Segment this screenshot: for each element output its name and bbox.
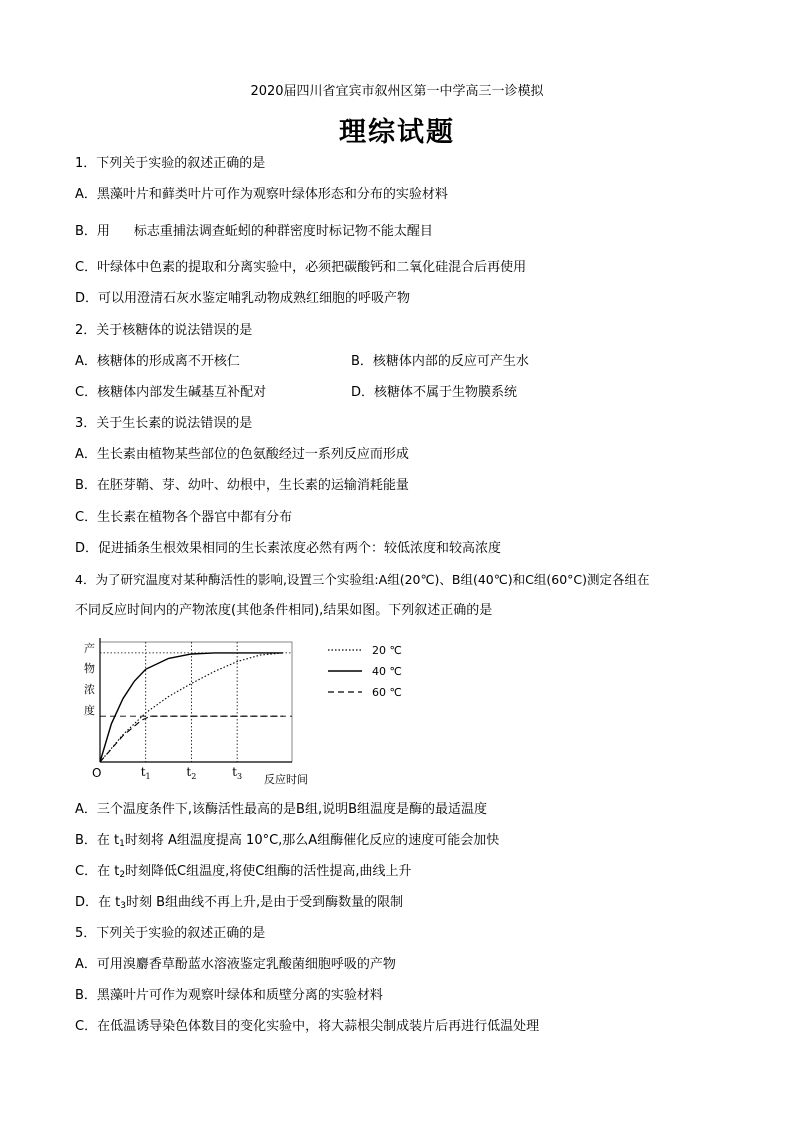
q4-option-d-pre: D．在 t — [75, 895, 121, 910]
q4-option-c — [75, 863, 411, 884]
q5-stem: 5．下列关于实验的叙述正确的是 — [75, 926, 266, 941]
q3-stem: 3．关于生长素的说法错误的是 — [75, 416, 253, 431]
series-line-1 — [100, 653, 283, 762]
q2-option-c: C．核糖体内部发生碱基互补配对 — [75, 385, 267, 400]
q4-option-d-sub: 3 — [120, 901, 126, 911]
q5-option-c: C．在低温诱导染色体数目的变化实验中，将大蒜根尖制成装片后再进行低温处理 — [75, 1019, 540, 1034]
tick-label-t3: $t_3$ — [232, 765, 243, 781]
tick-label-sub-t3: 3 — [236, 772, 243, 781]
q1-option-d: D．可以用澄清石灰水鉴定哺乳动物成熟红细胞的呼吸产物 — [75, 291, 411, 306]
q2-stem: 2．关于核糖体的说法错误的是 — [75, 323, 253, 338]
q4-option-b-post: 时刻将 A组温度提高 10°C,那么A组酶催化反应的速度可能会加快 — [124, 833, 500, 848]
q1-option-b-prefix: B．用 — [75, 224, 110, 239]
chart-plot-layer — [100, 638, 292, 781]
tick-label-sub-t1: 1 — [145, 772, 151, 781]
q4-option-c-post: 时刻降低C组温度,将使C组酶的活性提高,曲线上升 — [125, 864, 412, 879]
q1-option-c: C．叶绿体中色素的提取和分离实验中，必须把碳酸钙和二氧化硅混合后再使用 — [75, 260, 527, 275]
q5-option-b: B．黑藻叶片可作为观察叶绿体和质壁分离的实验材料 — [75, 988, 383, 1003]
q4-stem-line2: 不同反应时间内的产物浓度(其他条件相同),结果如图。下列叙述正确的是 — [75, 603, 493, 618]
x-axis-label: 反应时间 — [264, 773, 308, 786]
q4-option-c-pre: C．在 t — [75, 864, 120, 879]
q1-option-b-text: 标志重捕法调查蚯蚓的种群密度时标记物不能太醒目 — [133, 224, 433, 239]
origin-label: O — [92, 766, 102, 780]
q3-option-a: A．生长素由植物某些部位的色氨酸经过一系列反应而形成 — [75, 447, 409, 462]
q3-option-c: C．生长素在植物各个器官中都有分布 — [75, 510, 293, 525]
q4-option-a: A．三个温度条件下,该酶活性最高的是B组,说明B组温度是酶的最适温度 — [75, 802, 487, 817]
chart-legend — [328, 644, 402, 699]
legend-label-1: 20 ℃ — [372, 644, 402, 657]
product-concentration-chart — [80, 636, 420, 788]
series-line-2 — [100, 653, 283, 762]
tick-label-t2: $t_2$ — [186, 765, 197, 781]
q4-option-b-sub: 1 — [119, 839, 125, 849]
y-label-char-4: 度 — [84, 704, 95, 717]
page-title: 理综试题 — [339, 117, 455, 148]
q3-option-d: D．促进插条生根效果相同的生长素浓度必然有两个：较低浓度和较高浓度 — [75, 541, 502, 556]
q4-option-b — [75, 832, 499, 853]
y-label-char-3: 浓 — [84, 683, 95, 696]
q4-option-b-pre: B．在 t — [75, 833, 120, 848]
q1-option-b — [75, 223, 433, 241]
tick-label-sub-t2: 2 — [191, 772, 197, 781]
q1-option-a: A．黑藻叶片和藓类叶片可作为观察叶绿体形态和分布的实验材料 — [75, 187, 448, 202]
y-label-char-1: 产 — [84, 642, 95, 655]
q5-option-a: A．可用溴麝香草酚蓝水溶液鉴定乳酸菌细胞呼吸的产物 — [75, 957, 396, 972]
q3-option-b: B．在胚芽鞘、芽、幼叶、幼根中，生长素的运输消耗能量 — [75, 478, 409, 493]
q2-option-a: A．核糖体的形成离不开核仁 — [75, 354, 240, 369]
header-subtitle: 2020届四川省宜宾市叙州区第一中学高三一诊模拟 — [250, 84, 544, 99]
q2-option-b: B．核糖体内部的反应可产生水 — [351, 354, 529, 369]
legend-label-2: 40 ℃ — [372, 665, 402, 678]
q4-stem-line1: 4．为了研究温度对某种酶活性的影响,设置三个实验组:A组(20℃)、B组(40℃)和C组(60°C)测定各组在 — [75, 572, 650, 587]
y-label-char-2: 物 — [84, 662, 95, 675]
q1-stem: 1．下列关于实验的叙述正确的是 — [75, 156, 266, 171]
q4-option-d — [75, 894, 403, 915]
legend-label-3: 60 ℃ — [372, 686, 402, 699]
q2-option-d: D．核糖体不属于生物膜系统 — [351, 385, 518, 400]
q4-option-d-post: 时刻 B组曲线不再上升,是由于受到酶数量的限制 — [125, 895, 404, 910]
tick-label-t1: $t_1$ — [140, 765, 151, 781]
chart-frame — [100, 642, 292, 762]
q4-option-c-sub: 2 — [119, 870, 126, 880]
